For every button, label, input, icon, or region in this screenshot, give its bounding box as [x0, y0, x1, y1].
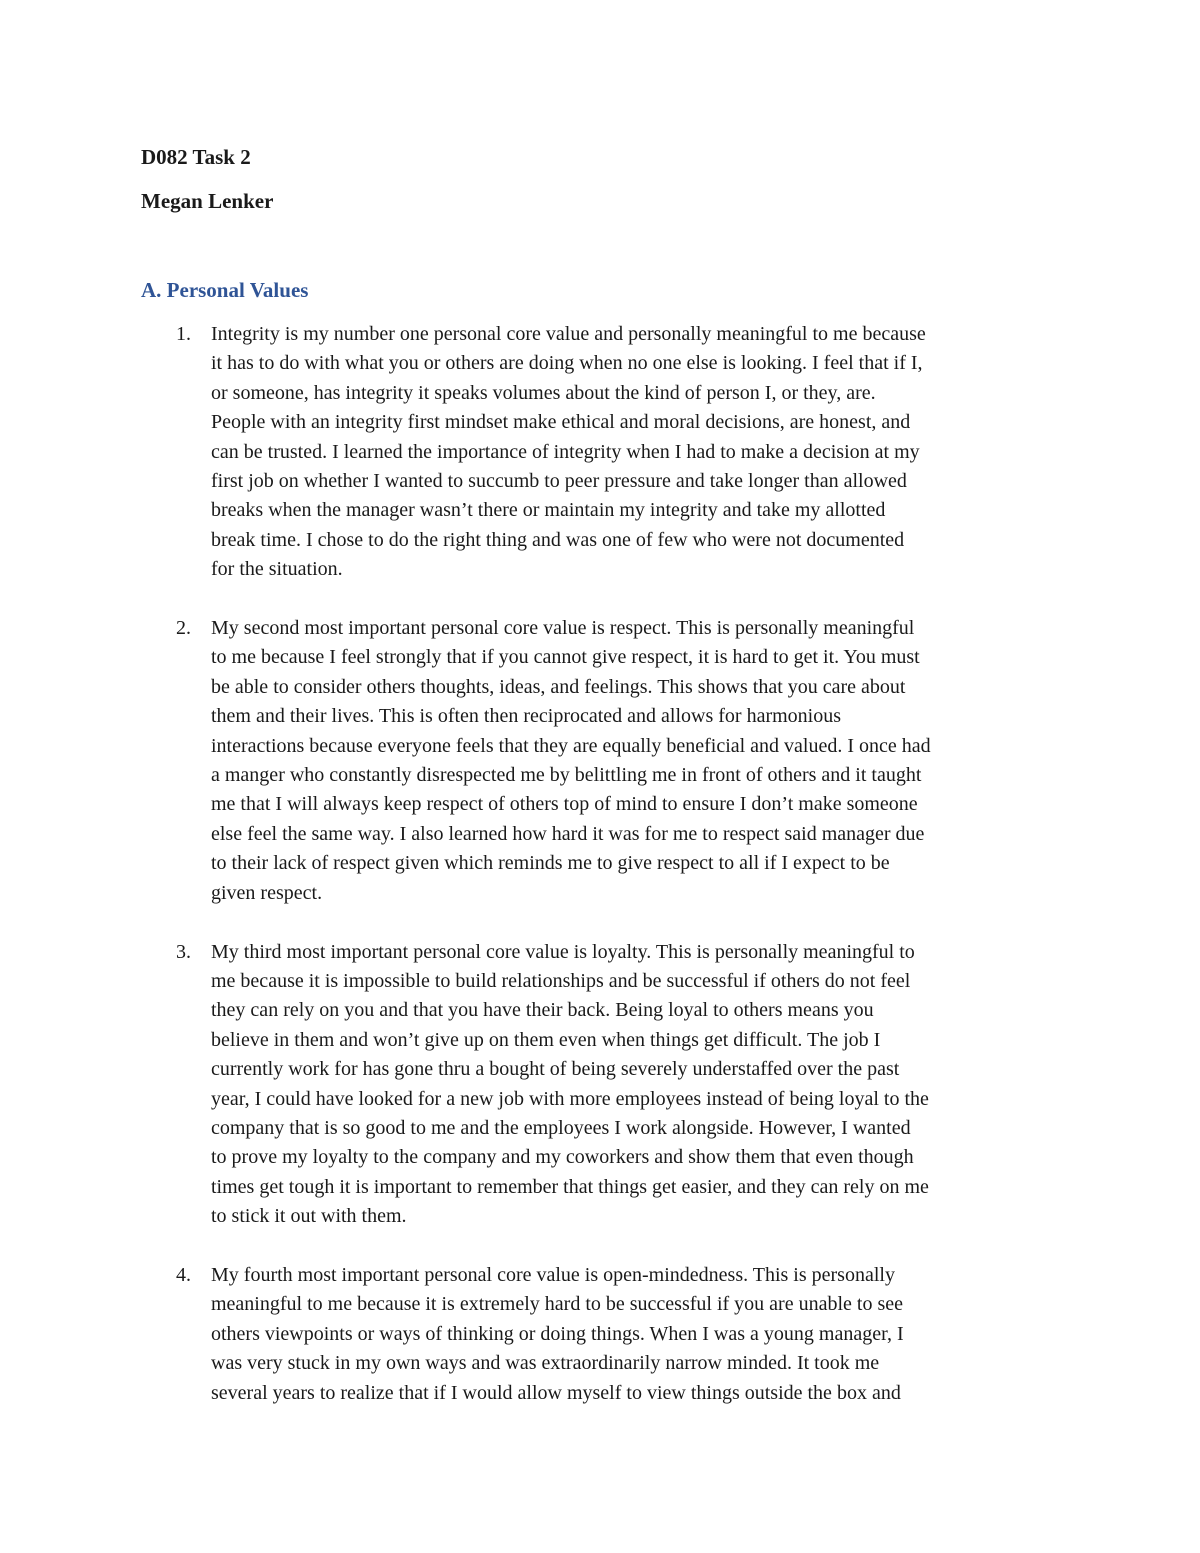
paragraph-line: first job on whether I wanted to succumb to peer pressure and take longer than allowed [211, 470, 907, 493]
paragraph-line: currently work for has gone thru a bought of being severely understaffed over the past [211, 1058, 900, 1081]
paragraph-line: can be trusted. I learned the importance of integrity when I had to make a decision at my [211, 440, 920, 463]
paragraph-line: me that I will always keep respect of others top of mind to ensure I don’t make someone [211, 793, 918, 816]
paragraph-line: it has to do with what you or others are doing when no one else is looking. I feel that if I, [211, 352, 923, 375]
paragraph-line: they can rely on you and that you have their back. Being loyal to others means you [211, 999, 874, 1022]
paragraph-line: to prove my loyalty to the company and my coworkers and show them that even though [211, 1146, 914, 1169]
personal-values-list [0, 320, 1200, 1437]
paragraph-line: others viewpoints or ways of thinking or doing things. When I was a young manager, I [211, 1322, 904, 1345]
paragraph-line: meaningful to me because it is extremely hard to be successful if you are unable to see [211, 1293, 903, 1316]
list-item-paragraph [211, 614, 1061, 908]
paragraph-line: given respect. [211, 881, 323, 904]
paragraph-line: My fourth most important personal core value is open-mindedness. This is personally [211, 1263, 895, 1286]
paragraph-line: a manger who constantly disrespected me by belittling me in front of others and it taught [211, 764, 922, 787]
paragraph-line: for the situation. [211, 558, 343, 581]
section-heading: A. Personal Values [141, 278, 309, 302]
list-item-number: 4. [176, 1263, 191, 1286]
list-item-number: 3. [176, 940, 191, 963]
list-item [0, 320, 1200, 585]
list-item-number: 1. [176, 323, 191, 345]
paragraph-line: was very stuck in my own ways and was extraordinarily narrow minded. It took me [211, 1352, 880, 1375]
paragraph-line: breaks when the manager wasn’t there or maintain my integrity and take my allotted [211, 499, 886, 522]
paragraph-line: be able to consider others thoughts, ideas, and feelings. This shows that you care about [211, 675, 906, 698]
list-item-paragraph [211, 1261, 1061, 1408]
paragraph-line: year, I could have looked for a new job with more employees instead of being loyal to the [211, 1087, 929, 1110]
paragraph-line: them and their lives. This is often then reciprocated and allows for harmonious [211, 705, 842, 728]
paragraph-line: My third most important personal core value is loyalty. This is personally meaningful to [211, 940, 915, 963]
list-item [0, 1261, 1200, 1408]
paragraph-line: me because it is impossible to build relationships and be successful if others do not feel [211, 969, 911, 992]
paragraph-line: to me because I feel strongly that if you cannot give respect, it is hard to get it. You must [211, 646, 920, 669]
list-item [0, 938, 1200, 1232]
list-item-paragraph [211, 320, 1061, 585]
paragraph-line: else feel the same way. I also learned how hard it was for me to respect said manager due [211, 822, 925, 845]
document-author: Megan Lenker [141, 189, 274, 213]
paragraph-line: Integrity is my number one personal core value and personally meaningful to me because [211, 323, 926, 345]
paragraph-line: People with an integrity first mindset make ethical and moral decisions, are honest, and [211, 411, 911, 434]
paragraph-line: company that is so good to me and the employees I work alongside. However, I wanted [211, 1116, 911, 1139]
paragraph-line: to their lack of respect given which reminds me to give respect to all if I expect to be [211, 852, 890, 875]
paragraph-line: times get tough it is important to remember that things get easier, and they can rely on me [211, 1175, 929, 1198]
list-item-number: 2. [176, 617, 191, 640]
list-item-paragraph [211, 938, 1061, 1232]
list-item [0, 614, 1200, 908]
paragraph-line: My second most important personal core value is respect. This is personally meaningful [211, 617, 915, 640]
paragraph-line: break time. I chose to do the right thing and was one of few who were not documented [211, 528, 905, 551]
paragraph-line: believe in them and won’t give up on them even when things get difficult. The job I [211, 1028, 881, 1051]
paragraph-line: to stick it out with them. [211, 1205, 407, 1228]
paragraph-line: several years to realize that if I would allow myself to view things outside the box and [211, 1381, 901, 1404]
paragraph-line: interactions because everyone feels that they are equally beneficial and valued. I once had [211, 734, 931, 757]
document-title: D082 Task 2 [141, 145, 251, 169]
paragraph-line: or someone, has integrity it speaks volumes about the kind of person I, or they, are. [211, 381, 876, 404]
